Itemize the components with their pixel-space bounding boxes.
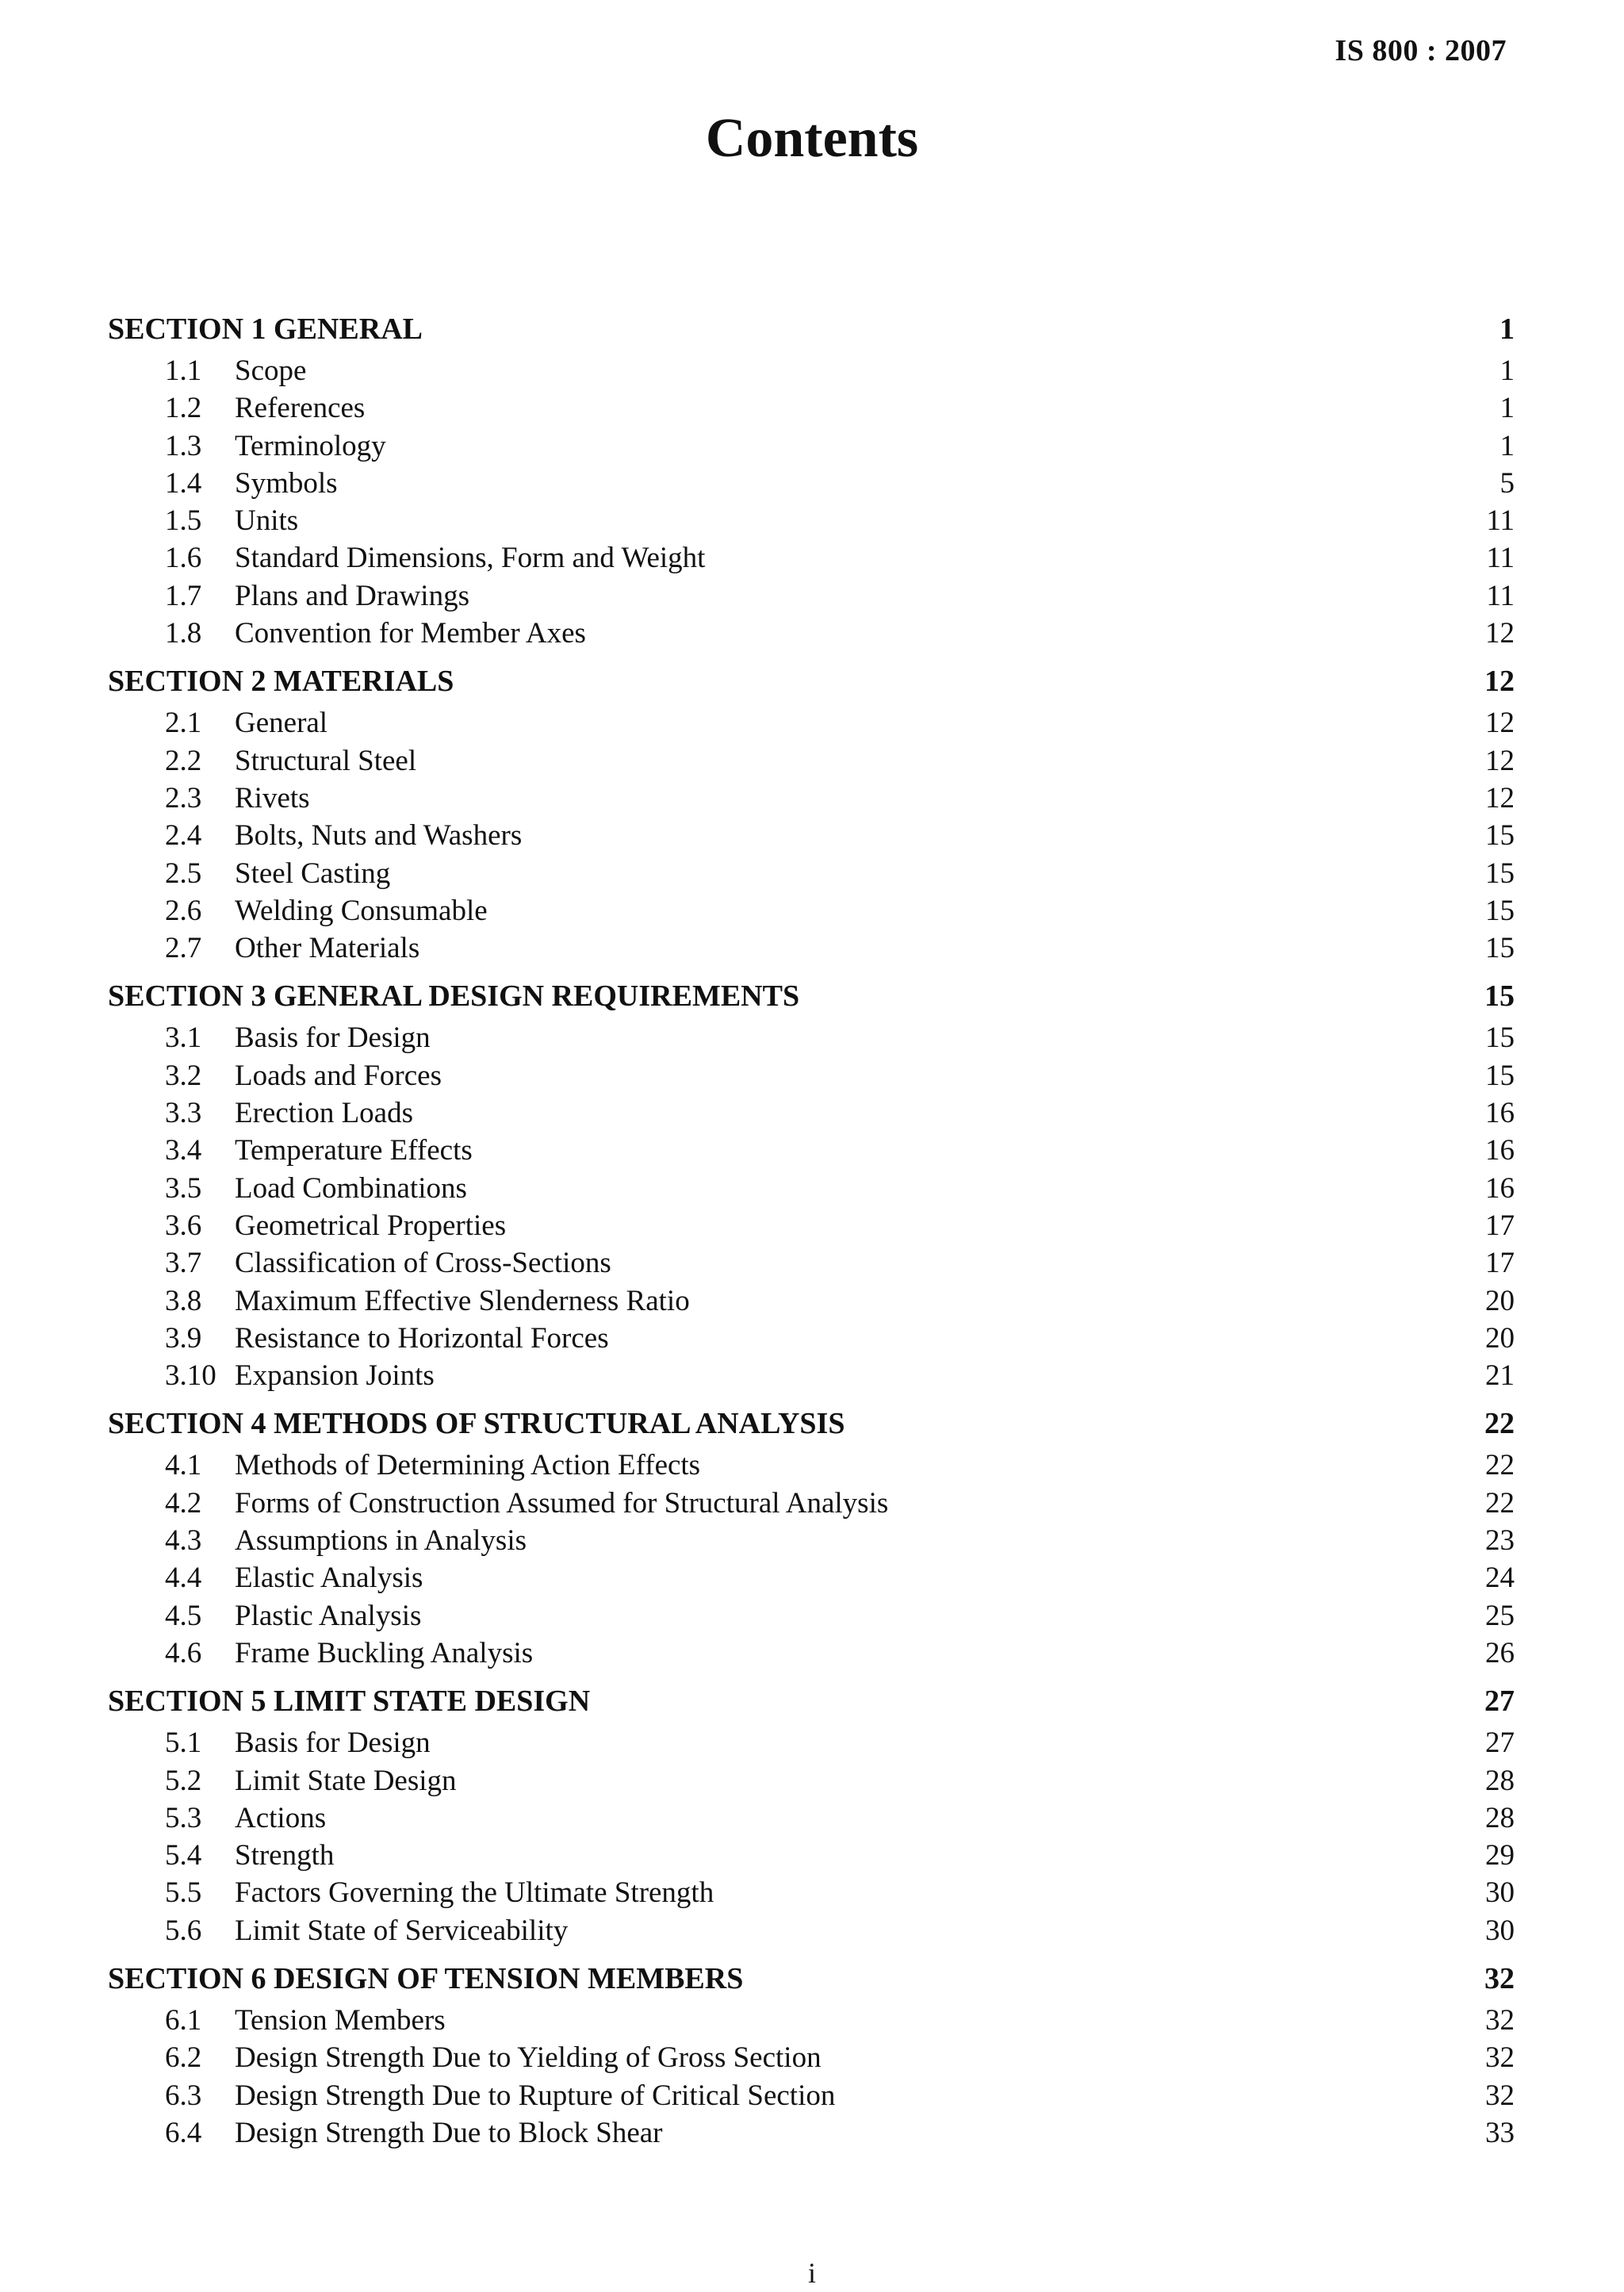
toc-entry: [108, 1094, 1515, 1132]
entry-number: 2.2: [165, 744, 202, 777]
toc-entry: [108, 2002, 1515, 2039]
entry-number: 6.4: [165, 2116, 202, 2149]
entry-title: Loads and Forces: [235, 1059, 442, 1092]
entry-page-number: 24: [1485, 1562, 1515, 1595]
toc-entry: [108, 855, 1515, 892]
toc-entry: [108, 780, 1515, 817]
toc-entry: [108, 1762, 1515, 1799]
toc-entry: [108, 502, 1515, 539]
entry-title: Steel Casting: [235, 857, 391, 890]
toc-entry: [108, 1282, 1515, 1320]
entry-number: 2.5: [165, 857, 202, 890]
entry-title: Resistance to Horizontal Forces: [235, 1321, 609, 1355]
entry-page-number: 23: [1485, 1524, 1515, 1558]
page-title: Contents: [705, 108, 919, 169]
entry-page-number: 33: [1485, 2116, 1515, 2149]
entry-title: Basis for Design: [235, 1727, 431, 1760]
entry-number: 1.8: [165, 617, 202, 650]
toc-entry: [108, 1597, 1515, 1635]
entry-title: Units: [235, 504, 299, 538]
toc-entry: [108, 389, 1515, 427]
entry-number: 2.6: [165, 894, 202, 927]
toc-entry: [108, 929, 1515, 967]
entry-title: Actions: [235, 1801, 327, 1834]
entry-number: 5.6: [165, 1914, 202, 1947]
toc-entry: [108, 1635, 1515, 1672]
entry-title: Strength: [235, 1839, 335, 1872]
toc-entry: [108, 1057, 1515, 1094]
toc-entry: [108, 892, 1515, 929]
entry-title: Geometrical Properties: [235, 1209, 507, 1242]
table-of-contents: [108, 306, 1515, 2152]
toc-entry: [108, 427, 1515, 465]
toc-entry: [108, 1170, 1515, 1207]
section-page-number: 27: [1484, 1685, 1515, 1719]
toc-entry: [108, 817, 1515, 854]
toc-entry: [108, 1522, 1515, 1559]
entry-title: Design Strength Due to Yielding of Gross Section: [235, 2041, 822, 2075]
section-heading: [108, 1678, 1515, 1724]
entry-page-number: 5: [1500, 466, 1515, 500]
entry-number: 1.6: [165, 542, 202, 575]
entry-title: Rivets: [235, 781, 310, 814]
entry-title: Load Combinations: [235, 1171, 467, 1205]
entry-title: Expansion Joints: [235, 1359, 435, 1393]
section-page-number: 15: [1484, 979, 1515, 1014]
entry-page-number: 32: [1485, 2079, 1515, 2112]
section-page-number: 32: [1484, 1961, 1515, 1995]
entry-number: 3.1: [165, 1021, 202, 1055]
entry-title: Classification of Cross-Sections: [235, 1247, 611, 1280]
entry-page-number: 1: [1500, 392, 1515, 425]
entry-title: Erection Loads: [235, 1097, 413, 1130]
toc-entry: [108, 704, 1515, 742]
section-title: SECTION 6 DESIGN OF TENSION MEMBERS: [108, 1961, 744, 1995]
entry-page-number: 15: [1485, 1021, 1515, 1055]
entry-number: 4.6: [165, 1636, 202, 1669]
toc-entry: [108, 465, 1515, 502]
entry-page-number: 25: [1485, 1599, 1515, 1632]
toc-entry: [108, 352, 1515, 389]
entry-number: 5.5: [165, 1876, 202, 1910]
entry-title: Elastic Analysis: [235, 1562, 423, 1595]
entry-number: 3.3: [165, 1097, 202, 1130]
entry-title: Terminology: [235, 429, 386, 462]
entry-title: Convention for Member Axes: [235, 617, 586, 650]
entry-page-number: 12: [1485, 781, 1515, 814]
entry-number: 2.1: [165, 707, 202, 740]
entry-page-number: 12: [1485, 617, 1515, 650]
entry-title: Frame Buckling Analysis: [235, 1636, 534, 1669]
page-number-footer: i: [807, 2257, 816, 2289]
entry-page-number: 32: [1485, 2003, 1515, 2037]
entry-title: Symbols: [235, 466, 338, 500]
toc-entry: [108, 615, 1515, 652]
entry-page-number: 20: [1485, 1321, 1515, 1355]
document-id: IS 800 : 2007: [1335, 34, 1507, 67]
entry-title: Scope: [235, 355, 307, 387]
entry-title: Temperature Effects: [235, 1134, 473, 1167]
entry-number: 4.3: [165, 1524, 202, 1558]
toc-entry: [108, 1447, 1515, 1484]
entry-number: 5.4: [165, 1839, 202, 1872]
entry-page-number: 17: [1485, 1209, 1515, 1242]
entry-number: 2.7: [165, 932, 202, 965]
entry-number: 3.7: [165, 1247, 202, 1280]
entry-page-number: 15: [1485, 894, 1515, 927]
entry-page-number: 21: [1485, 1359, 1515, 1393]
entry-page-number: 15: [1485, 1059, 1515, 1092]
entry-number: 1.5: [165, 504, 202, 538]
section-page-number: 22: [1484, 1407, 1515, 1441]
entry-page-number: 27: [1485, 1727, 1515, 1760]
entry-page-number: 30: [1485, 1914, 1515, 1947]
entry-title: Design Strength Due to Rupture of Critical Section: [235, 2079, 836, 2112]
section-title: SECTION 5 LIMIT STATE DESIGN: [108, 1685, 591, 1719]
toc-entry: [108, 1724, 1515, 1761]
entry-page-number: 16: [1485, 1097, 1515, 1130]
entry-page-number: 1: [1500, 355, 1515, 387]
section-heading: [108, 658, 1515, 704]
section-title: SECTION 1 GENERAL: [108, 312, 423, 346]
entry-page-number: 29: [1485, 1839, 1515, 1872]
entry-title: Plans and Drawings: [235, 579, 469, 612]
entry-number: 2.4: [165, 819, 202, 853]
toc-entry: [108, 1320, 1515, 1357]
entry-page-number: 16: [1485, 1171, 1515, 1205]
entry-page-number: 32: [1485, 2041, 1515, 2075]
toc-entry: [108, 1357, 1515, 1394]
section-page-number: 12: [1484, 665, 1515, 699]
entry-number: 3.10: [165, 1359, 216, 1393]
entry-number: 2.3: [165, 781, 202, 814]
entry-page-number: 22: [1485, 1486, 1515, 1520]
entry-page-number: 28: [1485, 1801, 1515, 1834]
entry-page-number: 1: [1500, 429, 1515, 462]
section-title: SECTION 3 GENERAL DESIGN REQUIREMENTS: [108, 979, 800, 1014]
section-title: SECTION 2 MATERIALS: [108, 665, 454, 699]
entry-title: Bolts, Nuts and Washers: [235, 819, 523, 853]
entry-page-number: 15: [1485, 857, 1515, 890]
entry-title: Plastic Analysis: [235, 1599, 422, 1632]
entry-title: Assumptions in Analysis: [235, 1524, 527, 1558]
entry-number: 1.7: [165, 579, 202, 612]
entry-page-number: 26: [1485, 1636, 1515, 1669]
entry-number: 6.3: [165, 2079, 202, 2112]
toc-entry: [108, 539, 1515, 577]
entry-title: Methods of Determining Action Effects: [235, 1449, 701, 1482]
toc-entry: [108, 2077, 1515, 2114]
entry-title: Maximum Effective Slenderness Ratio: [235, 1284, 690, 1317]
toc-entry: [108, 2114, 1515, 2152]
entry-page-number: 12: [1485, 744, 1515, 777]
entry-page-number: 28: [1485, 1764, 1515, 1797]
entry-page-number: 11: [1486, 504, 1515, 538]
toc-entry: [108, 1837, 1515, 1874]
entry-number: 1.4: [165, 466, 202, 500]
section-heading: [108, 306, 1515, 352]
entry-page-number: 16: [1485, 1134, 1515, 1167]
entry-number: 6.1: [165, 2003, 202, 2037]
toc-entry: [108, 577, 1515, 615]
toc-entry: [108, 1019, 1515, 1056]
entry-title: Structural Steel: [235, 744, 417, 777]
toc-entry: [108, 742, 1515, 780]
entry-page-number: 15: [1485, 819, 1515, 853]
entry-number: 3.4: [165, 1134, 202, 1167]
entry-page-number: 11: [1486, 542, 1515, 575]
entry-page-number: 11: [1486, 579, 1515, 612]
toc-entry: [108, 2039, 1515, 2076]
entry-title: Basis for Design: [235, 1021, 431, 1055]
entry-title: General: [235, 707, 328, 740]
entry-page-number: 17: [1485, 1247, 1515, 1280]
entry-number: 4.2: [165, 1486, 202, 1520]
toc-entry: [108, 1485, 1515, 1522]
entry-number: 6.2: [165, 2041, 202, 2075]
entry-title: Forms of Construction Assumed for Structural Analysis: [235, 1486, 889, 1520]
entry-title: Other Materials: [235, 932, 420, 965]
entry-title: Limit State of Serviceability: [235, 1914, 569, 1947]
toc-entry: [108, 1799, 1515, 1837]
section-heading: [108, 1956, 1515, 2002]
section-title: SECTION 4 METHODS OF STRUCTURAL ANALYSIS: [108, 1407, 845, 1441]
entry-number: 5.1: [165, 1727, 202, 1760]
entry-number: 1.2: [165, 392, 202, 425]
entry-title: Design Strength Due to Block Shear: [235, 2116, 663, 2149]
entry-number: 4.5: [165, 1599, 202, 1632]
section-heading: [108, 1401, 1515, 1447]
entry-title: Factors Governing the Ultimate Strength: [235, 1876, 714, 1910]
entry-page-number: 30: [1485, 1876, 1515, 1910]
toc-entry: [108, 1244, 1515, 1282]
entry-number: 3.9: [165, 1321, 202, 1355]
toc-entry: [108, 1912, 1515, 1949]
entry-page-number: 22: [1485, 1449, 1515, 1482]
entry-number: 3.2: [165, 1059, 202, 1092]
entry-page-number: 20: [1485, 1284, 1515, 1317]
entry-title: Limit State Design: [235, 1764, 457, 1797]
entry-page-number: 15: [1485, 932, 1515, 965]
entry-title: References: [235, 392, 366, 425]
entry-number: 5.3: [165, 1801, 202, 1834]
entry-number: 5.2: [165, 1764, 202, 1797]
toc-entry: [108, 1207, 1515, 1244]
entry-number: 1.3: [165, 429, 202, 462]
toc-entry: [108, 1874, 1515, 1911]
toc-entry: [108, 1559, 1515, 1596]
entry-page-number: 12: [1485, 707, 1515, 740]
section-heading: [108, 973, 1515, 1019]
entry-title: Tension Members: [235, 2003, 446, 2037]
entry-title: Welding Consumable: [235, 894, 488, 927]
section-page-number: 1: [1500, 312, 1515, 346]
toc-entry: [108, 1132, 1515, 1169]
entry-number: 3.5: [165, 1171, 202, 1205]
entry-number: 1.1: [165, 355, 202, 387]
entry-number: 4.4: [165, 1562, 202, 1595]
entry-number: 4.1: [165, 1449, 202, 1482]
entry-number: 3.8: [165, 1284, 202, 1317]
entry-number: 3.6: [165, 1209, 202, 1242]
entry-title: Standard Dimensions, Form and Weight: [235, 542, 706, 575]
